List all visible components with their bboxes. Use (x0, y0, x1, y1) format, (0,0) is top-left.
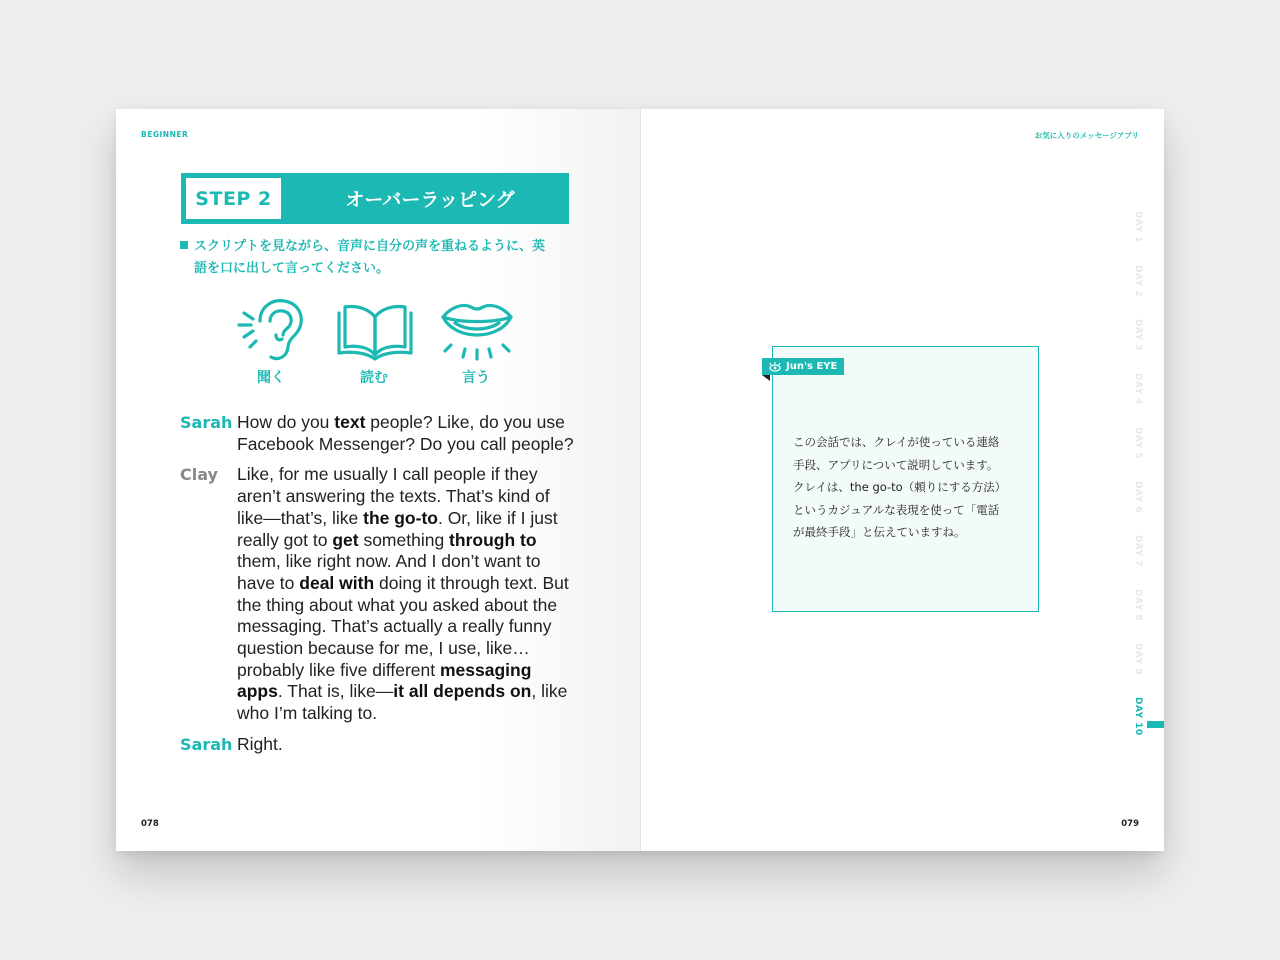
ear-icon (226, 295, 318, 365)
day-tab[interactable]: DAY 7 (1133, 535, 1143, 567)
step-label: STEP 2 (186, 178, 281, 219)
key-phrase: get (332, 529, 359, 550)
speaker-name: Sarah (180, 734, 233, 754)
eye-line: というカジュアルな表現を使って「電話 (793, 502, 1000, 517)
day-tab[interactable]: DAY 10 (1133, 697, 1143, 736)
icon-label-listen: 聞く (257, 370, 285, 386)
key-phrase: through to (449, 529, 537, 550)
day-index-tabs (1123, 211, 1153, 751)
speech-text (237, 412, 580, 455)
day-tab[interactable]: DAY 3 (1133, 319, 1143, 351)
speech-text (237, 734, 283, 756)
tag-fold (762, 375, 770, 381)
active-day-marker (1147, 721, 1164, 728)
juns-eye-text (793, 431, 1029, 544)
icon-label-read: 読む (360, 370, 388, 386)
running-head-right: お気に入りのメッセージアプリ (1034, 131, 1139, 140)
speech-segment: Right. (237, 733, 283, 754)
speech-text (237, 464, 580, 724)
eye-line: が最終手段」と伝えていますね。 (793, 525, 966, 539)
speak-icon-block (431, 295, 521, 387)
key-phrase: messaging apps (237, 659, 532, 702)
book-spread (116, 109, 1163, 851)
dialogue-script (180, 412, 580, 765)
juns-eye-tag (762, 358, 844, 375)
page-number-right: 079 (1121, 819, 1139, 829)
speech-segment: . That is, like— (277, 681, 394, 702)
icon-label-speak: 言う (462, 370, 490, 386)
eye-icon (768, 362, 782, 372)
instruction-line-1: スクリプトを見ながら、音声に自分の声を重ねるように、英 (194, 239, 546, 254)
key-phrase: deal with (299, 572, 375, 593)
day-tab[interactable]: DAY 8 (1133, 589, 1143, 621)
book-icon (329, 295, 421, 365)
lips-icon (431, 295, 523, 365)
running-head-left: BEGINNER (141, 130, 189, 139)
instruction-line-2: 語を口に出して言ってください。 (194, 261, 390, 276)
speech-segment: doing it through text. But the thing about what you asked about the messaging. That’s actually a really funny question because for me, I use, like…probably like five different (237, 572, 569, 680)
juns-eye-label: Jun's EYE (786, 361, 838, 372)
key-phrase: it all depends on (393, 681, 532, 702)
speech-segment: Like, for me usually I call people if they aren’t answering the texts. That’s kind of like—that’s, like (237, 464, 550, 528)
step-title: オーバーラッピング (345, 189, 515, 211)
speech-segment: something (358, 529, 450, 550)
speech-segment: people? Like, do you use Facebook Messenger? Do you call people? (237, 412, 574, 454)
speaker-name: Sarah (180, 413, 233, 432)
right-page (640, 109, 1164, 851)
dialogue-line (180, 412, 580, 455)
left-page (116, 109, 640, 851)
day-tab[interactable]: DAY 6 (1133, 481, 1143, 513)
speech-segment: . Or, like if I just really got to (237, 507, 558, 550)
juns-eye-box (772, 346, 1039, 612)
speech-segment: How do you (237, 412, 335, 432)
day-tab[interactable]: DAY 4 (1133, 373, 1143, 405)
day-tab[interactable]: DAY 2 (1133, 265, 1143, 297)
listen-icon-block (226, 295, 316, 387)
key-phrase: text (334, 412, 366, 432)
square-bullet-icon (180, 241, 188, 249)
read-icon-block (329, 295, 419, 387)
day-tab[interactable]: DAY 5 (1133, 427, 1143, 459)
page-number-left: 078 (141, 819, 159, 829)
eye-line: クレイは、the go-to（頼りにする方法） (793, 480, 1007, 494)
dialogue-line (180, 464, 580, 724)
speech-segment: , like who I’m talking to. (237, 681, 568, 724)
eye-line: この会話では、クレイが使っている連絡 (793, 435, 1000, 449)
key-phrase: the go-to (363, 507, 438, 528)
dialogue-line (180, 734, 580, 756)
day-tab[interactable]: DAY 1 (1133, 211, 1143, 243)
eye-line: 手段、アプリについて説明しています。 (793, 457, 999, 472)
speaker-name: Clay (180, 465, 218, 485)
step-banner (181, 173, 569, 224)
instruction-text (180, 236, 572, 280)
speech-segment: them, like right now. And I don’t want to have to (237, 551, 541, 593)
day-tab[interactable]: DAY 9 (1133, 643, 1143, 675)
